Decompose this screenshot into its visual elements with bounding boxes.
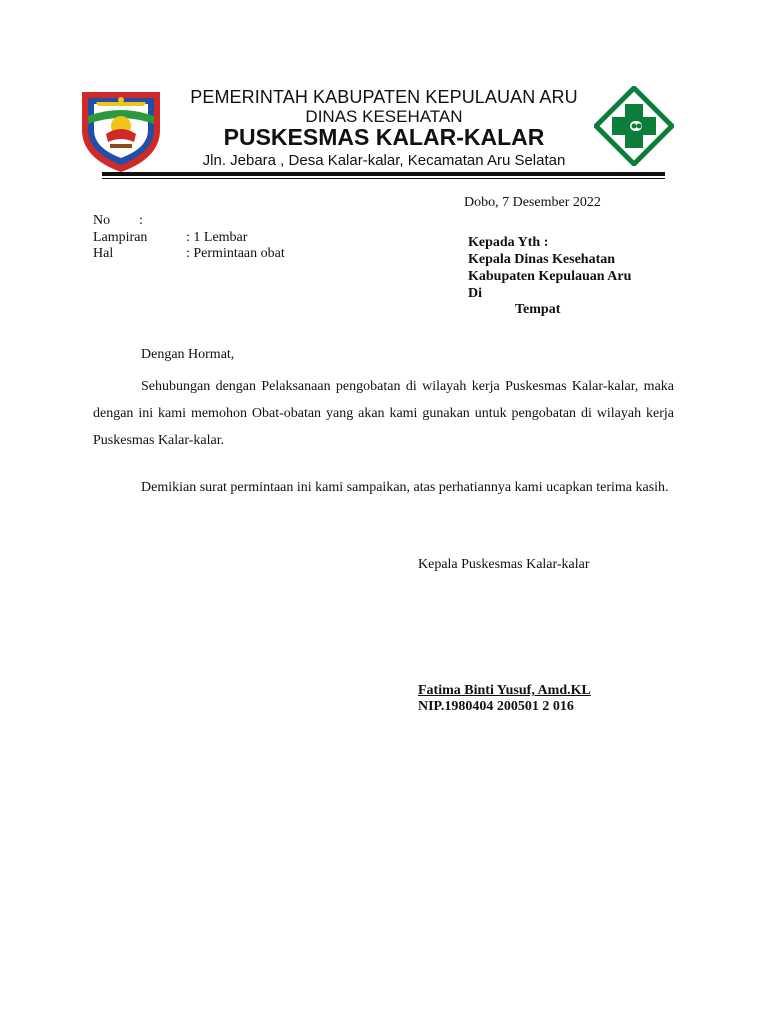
letterhead-institution: PUSKESMAS KALAR-KALAR	[223, 124, 545, 150]
body-paragraph-1: Sehubungan dengan Pelaksanaan pengobatan di wilayah kerja Puskesmas Kalar-kalar, maka dengan ini kami memohon Obat-obatan yang akan kami gunakan untuk pengobatan di wilayah kerja Puskesmas Kalar-kalar.	[93, 379, 674, 448]
body-paragraph-2: Demikian surat permintaan ini kami sampaikan, atas perhatiannya kami ucapkan terima kasih.	[141, 480, 669, 495]
meta-hal-value: : Permintaan obat	[186, 246, 285, 261]
recipient-line-1: Kepada Yth :	[468, 235, 549, 250]
letter-date: Dobo, 7 Desember 2022	[464, 195, 601, 210]
recipient-line-4: Di	[468, 286, 482, 301]
meta-hal-label: Hal	[93, 246, 114, 261]
meta-no-colon: :	[139, 213, 143, 228]
signature-title: Kepala Puskesmas Kalar-kalar	[418, 557, 590, 572]
letterhead-divider-thin	[102, 178, 665, 179]
letterhead-address: Jln. Jebara , Desa Kalar-kalar, Kecamatan Aru Selatan	[202, 152, 566, 169]
meta-lampiran-label: Lampiran	[93, 230, 148, 245]
greeting: Dengan Hormat,	[141, 347, 235, 362]
recipient-line-3: Kabupaten Kepulauan Aru	[468, 269, 632, 284]
letterhead-divider-thick	[102, 172, 665, 176]
letterhead-government: PEMERINTAH KABUPATEN KEPULAUAN ARU	[190, 87, 578, 107]
signatory-name: Fatima Binti Yusuf, Amd.KL	[418, 683, 591, 698]
signatory-nip: NIP.1980404 200501 2 016	[418, 699, 574, 714]
meta-no-label: No	[93, 213, 111, 228]
meta-lampiran-value: : 1 Lembar	[186, 230, 248, 245]
letterhead-department: DINAS KESEHATAN	[305, 107, 463, 126]
recipient-line-5: Tempat	[515, 302, 561, 317]
recipient-line-2: Kepala Dinas Kesehatan	[468, 252, 616, 267]
